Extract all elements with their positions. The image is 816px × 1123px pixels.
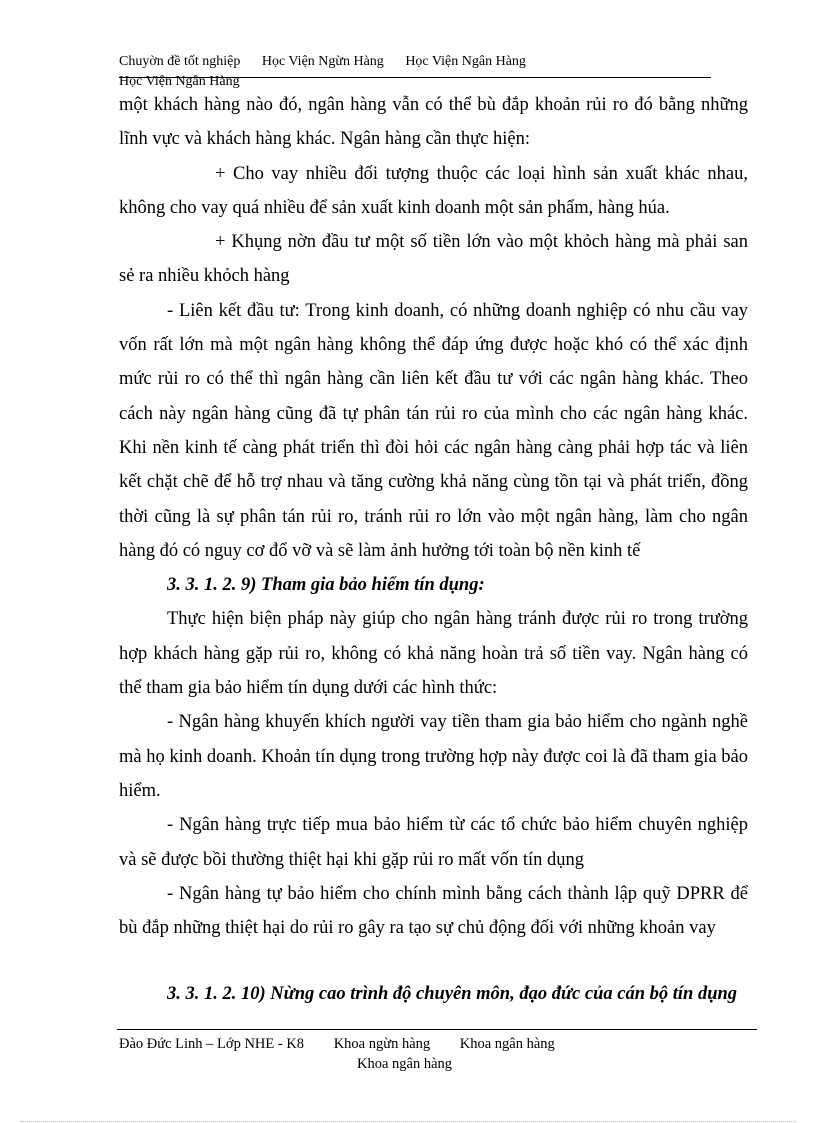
header-institution-overflow: Học Viện Ngân Hàng [119, 74, 240, 89]
header-institution: Học Viện Ngân Hàng [405, 54, 526, 69]
footer-faculty: Khoa ngân hàng [459, 1036, 555, 1052]
page-body [119, 88, 748, 1012]
paragraph: một khách hàng nào đó, ngân hàng vẫn có thể bù đắp khoản rủi ro đó bằng những lĩnh vực và khách hàng khác. Ngân hàng cần thực hiện: [119, 95, 748, 150]
section-heading: 3. 3. 1. 2. 10) Nừng cao trình độ chuyên môn, đạo đức của cán bộ tín dụng [167, 984, 738, 1005]
footer-author: Đào Đức Linh – Lớp NHE - K8 [119, 1036, 305, 1052]
footer-line [119, 1035, 581, 1053]
footer-divider [117, 1029, 757, 1030]
section-heading: 3. 3. 1. 2. 9) Tham gia bảo hiểm tín dụng: [167, 575, 485, 596]
page-bottom-border [20, 1121, 796, 1122]
header-institution: Học Viện Ngừn Hàng [261, 54, 384, 69]
header-doc-title: Chuyờn đề tốt nghiệp [119, 54, 241, 69]
header-line [119, 53, 544, 71]
footer-faculty-overflow: Khoa ngân hàng [357, 1056, 453, 1072]
paragraph: - Liên kết đầu tư: Trong kinh doanh, có những doanh nghiệp có nhu cầu vay vốn rất lớn mà một ngân hàng không thể đáp ứng được hoặc khó có thể xác định mức rủi ro có thể thì ngân hàng cần liên kết đầu tư với các ngân hàng khác. Theo cách này ngân hàng cũng đã tự phân tán rủi ro của mình cho các ngân hàng khác. Khi nền kinh tế càng phát triển thì đòi hỏi các ngân hàng càng phải hợp tác và liên kết chặt chẽ để hỗ trợ nhau và tăng cường khả năng cùng tồn tại và phát triển, đồng thời cũng là sự phân tán rủi ro, tránh rủi ro lớn vào một ngân hàng, làm cho ngân hàng đó có nguy cơ đổ vỡ và sẽ làm ảnh hưởng tới toàn bộ nền kinh tế [119, 300, 748, 561]
paragraph: - Ngân hàng trực tiếp mua bảo hiểm từ các tổ chức bảo hiểm chuyên nghiệp và sẽ được bồi thường thiệt hại khi gặp rủi ro mất vốn tín dụng [119, 815, 748, 870]
paragraph: - Ngân hàng tự bảo hiểm cho chính mình bằng cách thành lập quỹ DPRR để bù đắp những thiệt hại do rủi ro gây ra tạo sự chủ động đối với những khoản vay [119, 883, 748, 939]
footer-faculty: Khoa ngừn hàng [333, 1036, 431, 1052]
bullet-paragraph: + Khụng nờn đầu tư một số tiền lớn vào một khỏch hàng mà phải san sẻ ra nhiều khỏch hàng [119, 232, 748, 287]
bullet-paragraph: + Cho vay nhiều đối tượng thuộc các loại hình sản xuất khác nhau, không cho vay quá nhiều để sản xuất kinh doanh một sản phẩm, hàng húa. [119, 163, 748, 218]
paragraph: - Ngân hàng khuyến khích người vay tiền tham gia bảo hiểm cho ngành nghề mà họ kinh doanh. Khoản tín dụng trong trường hợp này được coi là đã tham gia bảo hiểm. [119, 712, 748, 801]
paragraph: Thực hiện biện pháp này giúp cho ngân hàng tránh được rủi ro trong trường hợp khách hàng gặp rủi ro, không có khả năng hoàn trả số tiền vay. Ngân hàng có thể tham gia bảo hiểm tín dụng dưới các hình thức: [119, 609, 748, 699]
spacer [119, 945, 748, 977]
